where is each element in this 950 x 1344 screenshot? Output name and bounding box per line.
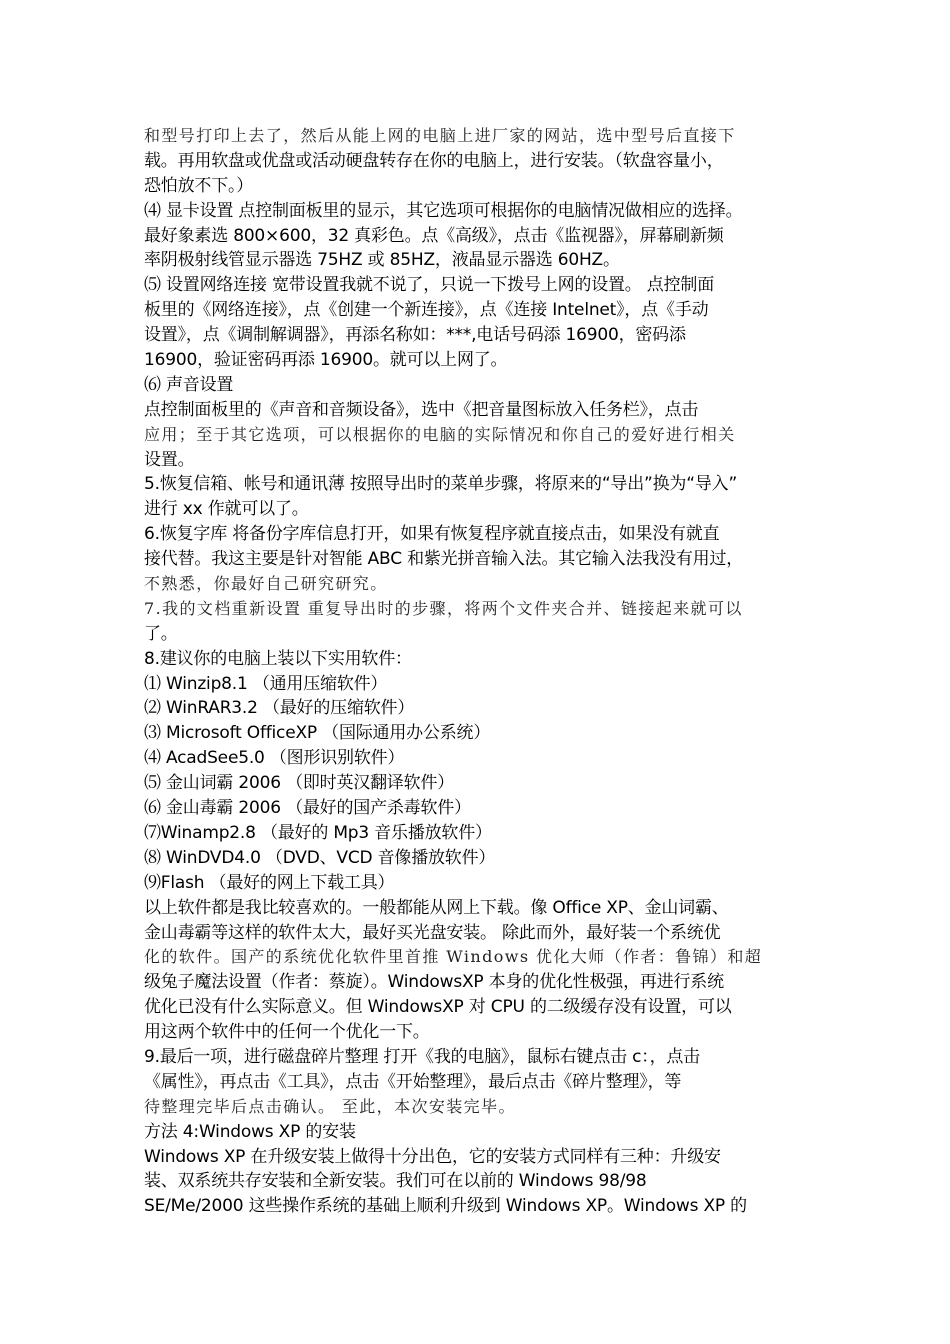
paragraph-line: 用这两个软件中的任何一个优化一下。 [144,1022,430,1043]
list-item: ⑻ WinDVD4.0 （DVD、VCD 音像播放软件） [144,847,496,868]
list-item: ⑼Flash （最好的网上下载工具） [144,872,395,893]
paragraph-line: 板里的《网络连接》，点《创建一个新连接》，点《连接 Intelnet》，点《手动 [144,300,709,321]
paragraph-line: 进行 xx 作就可以了。 [144,499,309,520]
paragraph-line: 最好象素选 800×600，32 真彩色。点《高级》，点击《监视器》，屏幕刷新频 [144,225,724,246]
paragraph-line: ⑷ 显卡设置 点控制面板里的显示，其它选项可根据你的电脑情况做相应的选择。 [144,200,743,221]
paragraph-line: 以上软件都是我比较喜欢的。一般都能从网上下载。像 Office XP、金山词霸、 [144,897,729,918]
paragraph-line: 金山毒霸等这样的软件太大，最好买光盘安装。 除此而外，最好装一个系统优 [144,922,721,943]
paragraph-line: SE/Me/2000 这些操作系统的基础上顺利升级到 Windows XP。Windows XP 的 [144,1196,747,1217]
paragraph-line: 不熟悉，你最好自己研究研究。 [144,574,388,594]
section-heading: 方法 4:Windows XP 的安装 [144,1121,356,1142]
paragraph-line: 接代替。我这主要是针对智能 ABC 和紫光拼音输入法。其它输入法我没有用过， [144,549,744,570]
list-item: ⑵ WinRAR3.2 （最好的压缩软件） [144,698,415,719]
paragraph-line: 率阴极射线管显示器选 75HZ 或 85HZ，液晶显示器选 60HZ。 [144,250,620,271]
paragraph-line: 9.最后一项，进行磁盘碎片整理 打开《我的电脑》，鼠标右键点击 c：，点击 [144,1046,700,1067]
list-item: ⑷ AcadSee5.0 （图形识别软件） [144,748,405,769]
paragraph-line: 5.恢复信箱、帐号和通讯薄 按照导出时的菜单步骤，将原来的“导出”换为“导入” [144,474,738,495]
paragraph-line: 载。再用软盘或优盘或活动硬盘转存在你的电脑上，进行安装。（软盘容量小， [144,150,724,171]
paragraph-line: 和型号打印上去了，然后从能上网的电脑上进厂家的网站，选中型号后直接下 [144,126,736,145]
document-body [144,124,816,1219]
paragraph-line: 点控制面板里的《声音和音频设备》，选中《把音量图标放入任务栏》，点击 [144,399,699,420]
paragraph-line: 待整理完毕后点击确认。 至此，本次安装完毕。 [144,1096,516,1116]
paragraph-line: 设置》，点《调制解调器》，再添名称如：***,电话号码添 16900，密码添 [144,325,686,346]
paragraph-line: 了。 [144,623,178,644]
paragraph-line: ⑹ 声音设置 [144,374,234,395]
paragraph-line: 优化已没有什么实际意义。但 WindowsXP 对 CPU 的二级缓存没有设置，可以 [144,997,732,1018]
paragraph-line: 16900，验证密码再添 16900。就可以上网了。 [144,350,508,371]
paragraph-line: 《属性》，再点击《工具》，点击《开始整理》，最后点击《碎片整理》，等 [144,1071,682,1092]
paragraph-line: 8.建议你的电脑上装以下实用软件： [144,648,412,669]
list-item: ⑹ 金山毒霸 2006 （最好的国产杀毒软件） [144,798,471,819]
list-item: ⑶ Microsoft OfficeXP （国际通用办公系统） [144,723,491,744]
paragraph-line: 7.我的文档重新设置 重复导出时的步骤，将两个文件夹合并、链接起来就可以 [144,598,743,618]
paragraph-line: 级兔子魔法设置（作者：蔡旋）。WindowsXP 本身的优化性极强，再进行系统 [144,972,724,993]
paragraph-line: Windows XP 在升级安装上做得十分出色，它的安装方式同样有三种：升级安 [144,1146,721,1167]
paragraph-line: 化的软件。国产的系统优化软件里首推 Windows 优化大师（作者：鲁锦）和超 [144,947,763,967]
paragraph-line: 设置。 [144,449,195,470]
paragraph-line: ⑸ 设置网络连接 宽带设置我就不说了，只说一下拨号上网的设置。 点控制面 [144,275,715,296]
paragraph-line: 装、双系统共存安装和全新安装。我们可在以前的 Windows 98/98 [144,1171,647,1192]
paragraph-line: 恐怕放不下。） [144,175,254,196]
paragraph-line: 6.恢复字库 将备份字库信息打开，如果有恢复程序就直接点击，如果没有就直 [144,524,720,545]
list-item: ⑴ Winzip8.1 （通用压缩软件） [144,673,388,694]
paragraph-line: 应用；至于其它选项，可以根据你的电脑的实际情况和你自己的爱好进行相关 [144,424,736,444]
list-item: ⑺Winamp2.8 （最好的 Mp3 音乐播放软件） [144,822,492,843]
list-item: ⑸ 金山词霸 2006 （即时英汉翻译软件） [144,773,455,794]
